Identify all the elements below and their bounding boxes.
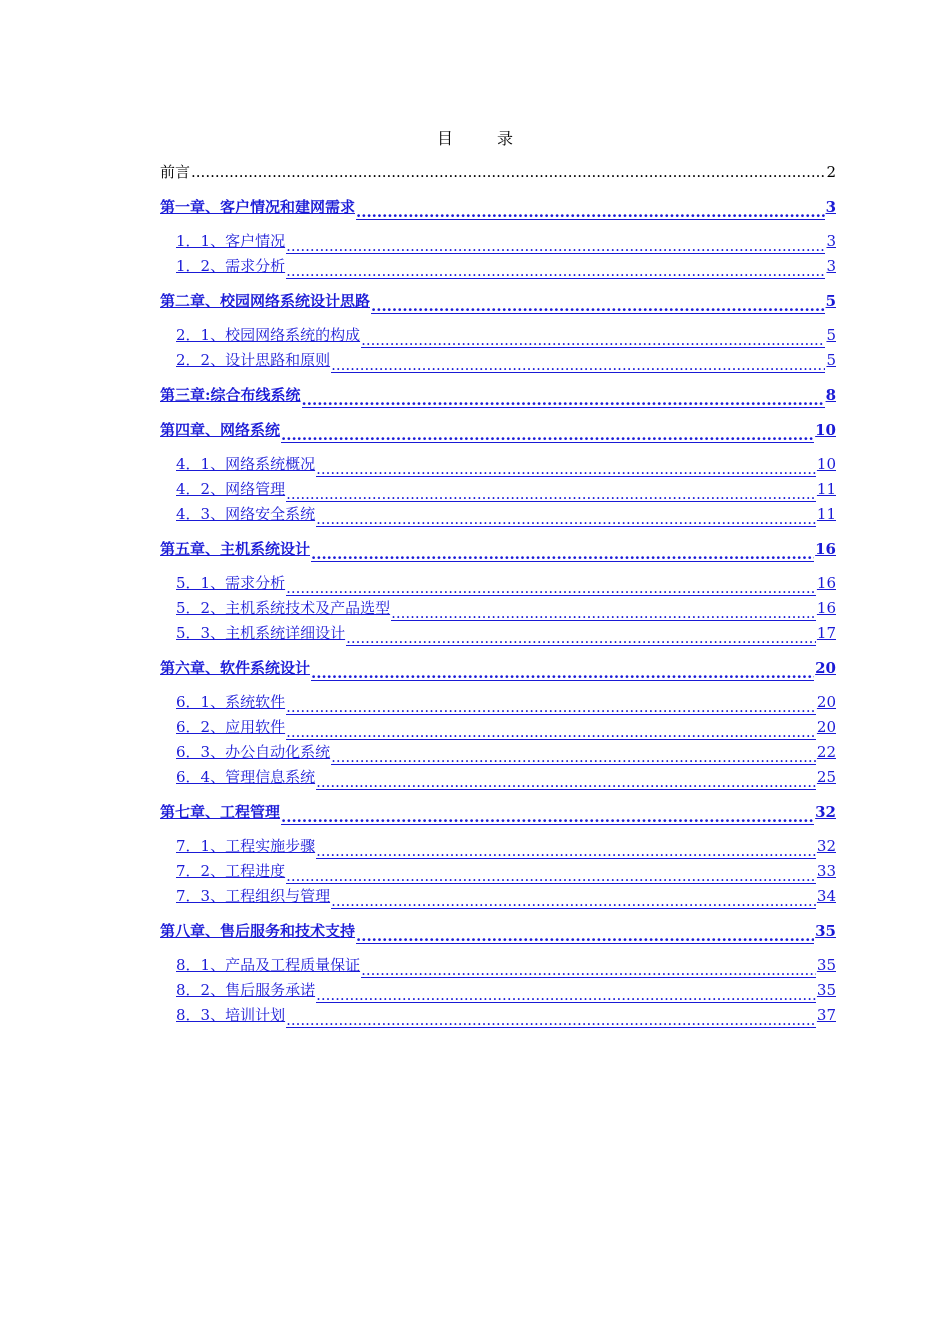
toc-entry-label: 8．2、售后服务承诺: [176, 981, 316, 999]
toc-entry-label: 第六章、软件系统设计: [160, 659, 311, 677]
toc-entry-label: 第二章、校园网络系统设计思路: [160, 292, 371, 310]
toc-entry-label: 6．1、系统软件: [176, 693, 286, 711]
dot-leader: [371, 294, 825, 314]
toc-entry-page: 16: [815, 540, 836, 558]
toc-entry-page: 10: [815, 421, 836, 439]
toc-section-link[interactable]: [160, 254, 836, 279]
toc-entry-page: 8: [825, 386, 836, 404]
toc-entry-label: 第三章:综合布线系统: [160, 386, 301, 404]
dot-leader: [316, 983, 816, 1003]
toc-entry-page: 35: [815, 922, 836, 940]
dot-leader: [286, 234, 825, 254]
toc-entry-page: 35: [816, 981, 836, 999]
toc-section-link[interactable]: [160, 740, 836, 765]
toc-chapter-link[interactable]: [160, 195, 836, 220]
toc-chapter-link[interactable]: [160, 656, 836, 681]
toc-entry-label: 1．1、客户情况: [176, 232, 286, 250]
toc-entry-page: 11: [816, 505, 836, 523]
toc-section-link[interactable]: [160, 834, 836, 859]
toc-entry-page: 20: [816, 718, 836, 736]
dot-leader: [316, 507, 816, 527]
toc-section-link[interactable]: [160, 229, 836, 254]
toc-section-link[interactable]: [160, 621, 836, 646]
toc-entry-page: 5: [825, 292, 836, 310]
toc-entry-page: 3: [826, 257, 836, 275]
dot-leader: [311, 542, 814, 562]
dot-leader: [361, 958, 816, 978]
dot-leader: [316, 839, 816, 859]
toc-chapter-link[interactable]: [160, 383, 836, 408]
dot-leader: [356, 200, 825, 220]
toc-entry-page: 33: [816, 862, 836, 880]
toc-entry-page: 34: [816, 887, 836, 905]
toc-title: 目 录: [436, 129, 527, 148]
dot-leader: [281, 805, 814, 825]
toc-entry-page: 5: [826, 326, 836, 344]
dot-leader: [281, 423, 814, 443]
toc-entry-page: 16: [816, 599, 836, 617]
toc-entry-page: 35: [816, 956, 836, 974]
toc-section-link[interactable]: [160, 715, 836, 740]
toc-entry-label: 4．3、网络安全系统: [176, 505, 316, 523]
toc-entry-label: 4．1、网络系统概况: [176, 455, 316, 473]
toc-section-link[interactable]: [160, 765, 836, 790]
toc-entry-page: 16: [816, 574, 836, 592]
dot-leader: [191, 160, 825, 185]
toc-section-link[interactable]: [160, 452, 836, 477]
toc-entry-page: 20: [815, 659, 836, 677]
dot-leader: [286, 1008, 816, 1028]
dot-leader: [286, 482, 816, 502]
toc-entry-page: 11: [816, 480, 836, 498]
toc-entry-label: 5．3、主机系统详细设计: [176, 624, 346, 642]
toc-entry-page: 37: [816, 1006, 836, 1024]
toc-entry-page: 17: [816, 624, 836, 642]
toc-entry-page: 20: [816, 693, 836, 711]
toc-entry-label: 5．2、主机系统技术及产品选型: [176, 599, 391, 617]
dot-leader: [346, 626, 816, 646]
toc-section-link[interactable]: [160, 690, 836, 715]
toc-entry-label: 6．3、办公自动化系统: [176, 743, 331, 761]
toc-entry-label: 第一章、客户情况和建网需求: [160, 198, 356, 216]
toc-entry-label: 7．3、工程组织与管理: [176, 887, 331, 905]
toc-entry-label: 1．2、需求分析: [176, 257, 286, 275]
toc-entry-label: 4．2、网络管理: [176, 480, 286, 498]
toc-entry-page: 3: [826, 232, 836, 250]
toc-entry-label: 8．1、产品及工程质量保证: [176, 956, 361, 974]
dot-leader: [316, 770, 816, 790]
dot-leader: [302, 388, 825, 408]
dot-leader: [286, 576, 816, 596]
dot-leader: [286, 259, 825, 279]
toc-section-link[interactable]: [160, 953, 836, 978]
toc-entry-label: 第七章、工程管理: [160, 803, 281, 821]
toc-section-link[interactable]: [160, 884, 836, 909]
dot-leader: [316, 457, 816, 477]
toc-chapter-link[interactable]: [160, 919, 836, 944]
toc-entry-page: 2: [826, 163, 836, 181]
toc-entry-label: 5．1、需求分析: [176, 574, 286, 592]
dot-leader: [331, 889, 816, 909]
toc-entry-page: 22: [816, 743, 836, 761]
dot-leader: [331, 353, 825, 373]
toc-entry-label: 前言: [160, 163, 191, 181]
toc-entry-label: 2．1、校园网络系统的构成: [176, 326, 361, 344]
toc-section-link[interactable]: [160, 571, 836, 596]
toc-entry-label: 7．1、工程实施步骤: [176, 837, 316, 855]
toc-chapter-link[interactable]: [160, 800, 836, 825]
toc-entry-label: 2．2、设计思路和原则: [176, 351, 331, 369]
toc-section-link[interactable]: [160, 978, 836, 1003]
dot-leader: [331, 745, 816, 765]
dot-leader: [391, 601, 816, 621]
toc-chapter-link[interactable]: [160, 418, 836, 443]
toc-entry-label: 8．3、培训计划: [176, 1006, 286, 1024]
toc-section-link[interactable]: [160, 323, 836, 348]
dot-leader: [356, 924, 814, 944]
dot-leader: [361, 328, 825, 348]
toc-entry-page: 10: [816, 455, 836, 473]
dot-leader: [286, 864, 816, 884]
toc-entry-page: 5: [826, 351, 836, 369]
toc-entry-page: 25: [816, 768, 836, 786]
toc-section-link[interactable]: [160, 348, 836, 373]
toc-section-link[interactable]: [160, 477, 836, 502]
toc-section-link[interactable]: [160, 502, 836, 527]
toc-entry-page: 32: [816, 837, 836, 855]
table-of-contents: [160, 160, 836, 1028]
toc-entry-preface[interactable]: [160, 160, 836, 185]
dot-leader: [286, 695, 816, 715]
toc-entry-label: 6．4、管理信息系统: [176, 768, 316, 786]
dot-leader: [311, 661, 814, 681]
toc-entry-label: 第五章、主机系统设计: [160, 540, 311, 558]
toc-chapter-link[interactable]: [160, 289, 836, 314]
toc-entry-label: 第四章、网络系统: [160, 421, 281, 439]
toc-section-link[interactable]: [160, 1003, 836, 1028]
toc-section-link[interactable]: [160, 596, 836, 621]
toc-entry-label: 7．2、工程进度: [176, 862, 286, 880]
toc-chapter-link[interactable]: [160, 537, 836, 562]
toc-entry-page: 3: [825, 198, 836, 216]
dot-leader: [286, 720, 816, 740]
toc-entry-label: 第八章、售后服务和技术支持: [160, 922, 356, 940]
toc-entry-page: 32: [815, 803, 836, 821]
toc-section-link[interactable]: [160, 859, 836, 884]
toc-entry-label: 6．2、应用软件: [176, 718, 286, 736]
